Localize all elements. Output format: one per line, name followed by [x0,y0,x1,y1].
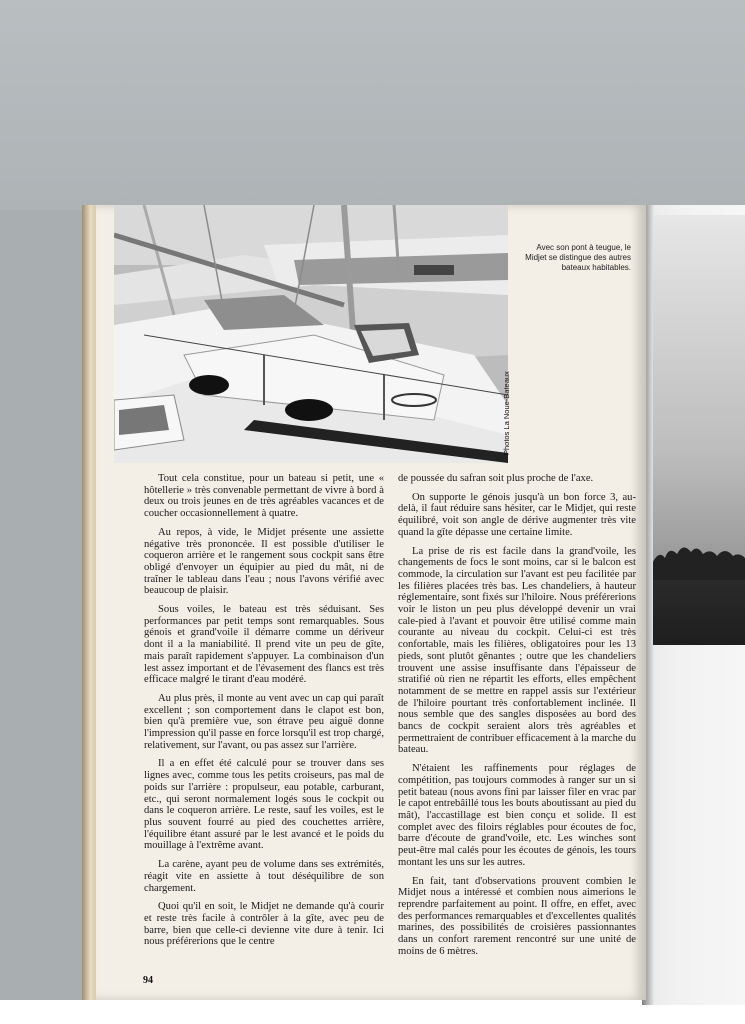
paragraph: Il a en effet été calculé pour se trouver dans ses lignes avec, comme tous les petits croiseurs, pas mal de poids sur l'arrière : propulseur, eau potable, carburant, etc., qui seront normalement logés sous le cockpit ou dans le coqueron arrière. Le reste, sauf les voiles, est le plus souvent fourré au pied des couchettes arrière, l'équilibre étant assuré par le lest avancé et le poids du mouillage à l'extrême avant. [144,758,384,852]
page-edge [82,205,96,1000]
photo-credit: Photos La Noue-Bateaux [502,371,511,455]
paragraph: La carène, ayant peu de volume dans ses extrémités, réagit vite en assiette à tout déséquilibre de son chargement. [144,859,384,894]
scanner-backdrop [0,0,745,210]
text-column-left [144,473,384,955]
paragraph: La prise de ris est facile dans la grand'voile, les changements de focs le sont moins, car si le balcon est commode, la circulation sur l'avant est peu facilitée par les filières placées très bas. Les chandeliers, à hauteur réglementaire, sont fixés sur l'hiloire. Nous préférerions voir le liston un peu plus développé devenir un vrai cale-pied à l'avant et pouvoir être utilisé comme main courante au niveau du cockpit. Celui-ci est très confortable, mais les filières, obligatoires pour les 13 pieds, sont plutôt gênantes ; outre que les chandeliers trouvent une assise insuffisante dans l'épaisseur de stratifié où rien ne répartit les efforts, elles empêchent notamment de se mettre en rappel assis sur l'extérieur de l'hiloire pourtant très confortablement inclinée. Il nous semble que des sangles disposées au bord des bancs de cockpit seraient alors très agréables et permettraient de contribuer efficacement à la marche du bateau. [398,545,636,756]
paragraph: Au repos, à vide, le Midjet présente une assiette négative très prononcée. Il est possible d'utiliser le coqueron arrière et le rangement sous cockpit sans être obligé d'envoyer un équipier au pied du mât, ni de traîner le tableau dans l'eau ; nous l'avons vérifié avec beaucoup de plaisir. [144,526,384,597]
paragraph: Tout cela constitue, pour un bateau si petit, une « hôtellerie » très convenable permettant de vivre à bord à deux ou trois jeunes en de très agréables vacances et de coucher occasionnellement à quatre. [144,473,384,520]
text-column-right [398,473,636,964]
paragraph: Sous voiles, le bateau est très séduisant. Ses performances par petit temps sont remarquables. Sous génois et grand'voile il démarre comme un dériveur dont il a la maniabilité. Il prend vite un peu de gîte, mais paraît rapidement s'appuyer. La combinaison d'un lest assez important et de l'évasement des flancs est très efficace malgré le tirant d'eau modéré. [144,604,384,686]
paragraph: de poussée du safran soit plus proche de l'axe. [398,473,594,484]
tree-line-image [653,540,745,580]
page-number: 94 [143,975,153,986]
paragraph: N'étaient les raffinements pour réglages de compétition, pas toujours commodes à ranger sur un si petit bateau (nous avons fini par laisser filer en vrac par le capot entrebâillé tous les bouts aboutissant au pied du mât), l'accastillage est bien conçu et solide. Il est complet avec des filoirs réglables pour écoutes de foc, barre d'écoute de grand'voile, etc. Les winches sont peut-être mal calés pour les écoutes de génois, les tours montant les uns sur les autres. [398,763,637,868]
photo-caption: Avec son pont à teugue, le Midjet se distingue des autres bateaux habitables. [525,243,631,272]
paragraph: On supporte le génois jusqu'à un bon force 3, au-delà, il faut réduire sans hésiter, car le Midjet, qui reste équilibré, voit son angle de dérive augmenter très vite quand la gîte dépasse une certaine limite. [398,491,636,538]
scan-margin [0,1000,745,1024]
paragraph: Au plus près, il monte au vent avec un cap qui paraît excellent ; son comportement dans le clapot est bon, bien qu'à première vue, son étrave peu aiguë donne l'impression qu'il passe en force lorsqu'il est trop chargé, relativement, sur l'avant, ou pas assez sur l'arrière. [144,692,384,751]
sailboat-photo [114,205,508,463]
paragraph: En fait, tant d'observations prouvent combien le Midjet nous a intéressé et combien nous aimerions le reprendre parfaitement au point. Il offre, en effet, avec des performances remarquables et d'excellentes qualités marines, des possibilités de croisières passionnantes dans un confort rarement rencontré sur une unité de moins de 6 mètres. [398,875,636,957]
paragraph: Quoi qu'il en soit, le Midjet ne demande qu'à courir et reste très facile à contrôler à la gîte, avec peu de barre, bien que celle-ci devienne vite dure à tenir. Ici nous préférerions que le centre [144,901,384,948]
facing-page-photo [653,215,745,645]
